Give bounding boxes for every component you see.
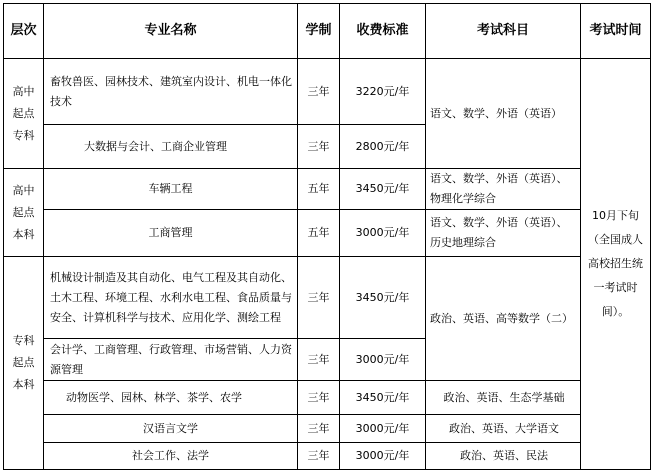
duration-cell: 五年	[298, 169, 340, 210]
table-row	[4, 169, 651, 210]
fee-cell: 3450元/年	[340, 381, 426, 415]
table-row	[4, 257, 651, 339]
fee-cell: 3220元/年	[340, 59, 426, 125]
fee-cell: 3000元/年	[340, 415, 426, 443]
level-label: 高中 起点 本科	[12, 183, 35, 241]
major-cell: 会计学、工商管理、行政管理、市场营销、人力资源管理	[44, 339, 298, 381]
header-duration: 学制	[298, 4, 340, 59]
fee-cell: 3450元/年	[340, 169, 426, 210]
major-cell: 车辆工程	[44, 169, 298, 210]
duration-cell: 三年	[298, 125, 340, 169]
level-junior-to-bachelor	[4, 257, 44, 470]
fee-cell: 3450元/年	[340, 257, 426, 339]
level-high-to-bachelor	[4, 169, 44, 257]
level-label: 专科 起点 本科	[12, 334, 35, 391]
level-high-to-junior	[4, 59, 44, 169]
major-cell: 畜牧兽医、园林技术、建筑室内设计、机电一体化技术	[44, 59, 298, 125]
major-cell: 动物医学、园林、林学、茶学、农学	[44, 381, 298, 415]
header-major: 专业名称	[44, 4, 298, 59]
subjects-cell: 语文、数学、外语（英语）	[426, 59, 581, 169]
fee-cell: 2800元/年	[340, 125, 426, 169]
duration-cell: 三年	[298, 415, 340, 443]
header-subjects: 考试科目	[426, 4, 581, 59]
table-row	[4, 443, 651, 470]
level-label: 高中 起点 专科	[12, 84, 35, 142]
major-cell: 工商管理	[44, 210, 298, 257]
subjects-cell: 政治、英语、高等数学（二）	[426, 257, 581, 381]
table-row	[4, 381, 651, 415]
duration-cell: 三年	[298, 443, 340, 470]
table-row	[4, 59, 651, 125]
major-cell: 社会工作、法学	[44, 443, 298, 470]
major-cell: 大数据与会计、工商企业管理	[44, 125, 298, 169]
duration-cell: 三年	[298, 339, 340, 381]
exam-time-cell: 10月下旬（全国成人高校招生统一考试时间）。	[581, 59, 651, 470]
subjects-cell: 语文、数学、外语（英语）、历史地理综合	[426, 210, 581, 257]
duration-cell: 五年	[298, 210, 340, 257]
table-row	[4, 210, 651, 257]
admission-table-container	[3, 3, 651, 470]
duration-cell: 三年	[298, 59, 340, 125]
header-fee: 收费标准	[340, 4, 426, 59]
fee-cell: 3000元/年	[340, 443, 426, 470]
admission-table	[3, 3, 651, 470]
header-exam-time: 考试时间	[581, 4, 651, 59]
subjects-cell: 语文、数学、外语（英语）、物理化学综合	[426, 169, 581, 210]
major-cell: 汉语言文学	[44, 415, 298, 443]
subjects-cell: 政治、英语、民法	[426, 443, 581, 470]
major-cell: 机械设计制造及其自动化、电气工程及其自动化、土木工程、环境工程、水利水电工程、食品质量与安全、计算机科学与技术、应用化学、测绘工程	[44, 257, 298, 339]
subjects-cell: 政治、英语、生态学基础	[426, 381, 581, 415]
fee-cell: 3000元/年	[340, 210, 426, 257]
header-row	[4, 4, 651, 59]
fee-cell: 3000元/年	[340, 339, 426, 381]
duration-cell: 三年	[298, 381, 340, 415]
subjects-cell: 政治、英语、大学语文	[426, 415, 581, 443]
header-level: 层次	[4, 4, 44, 59]
table-row	[4, 415, 651, 443]
duration-cell: 三年	[298, 257, 340, 339]
